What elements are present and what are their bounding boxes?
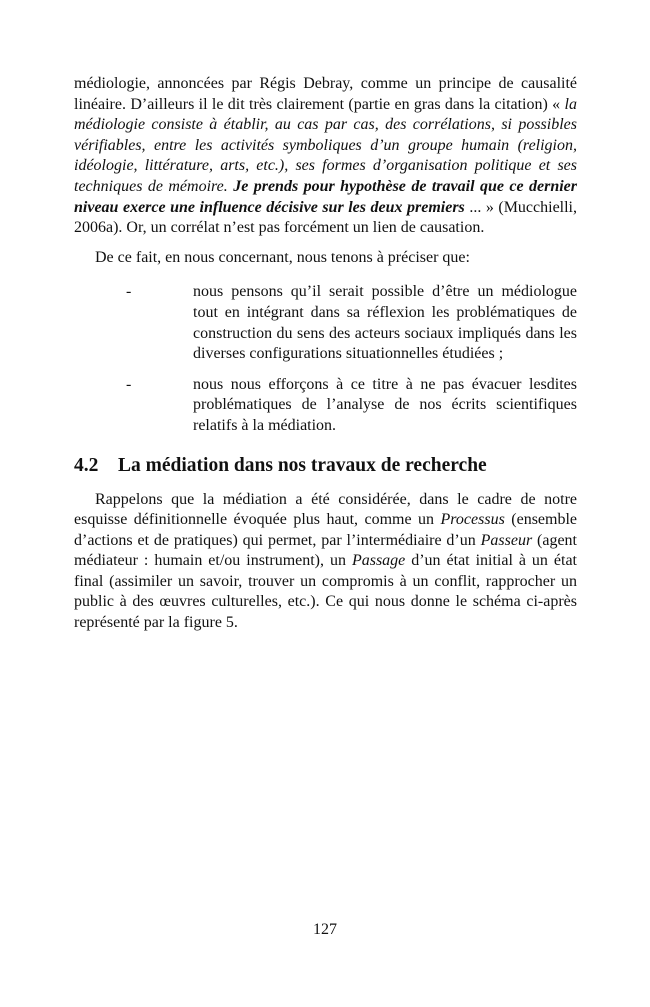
term-processus: Processus — [440, 511, 505, 529]
quotation-bold-italic: Je prends pour hypothèse de travail que ce dernier niveau exerce une influence décisive sur les deux premiers — [74, 177, 577, 216]
paragraph-mediologie-quote — [74, 74, 577, 239]
paragraph-mediation-definition — [74, 490, 577, 634]
quotation-italic: la médiologie consiste à établir, au cas par cas, des corrélations, si possibles vérifiables, entre les activités symboliques d’un groupe humain (religion, idéologie, littérature, arts, etc.), ses formes d’organisation politique et ses techniques de mémoire. — [74, 95, 577, 195]
list-item-text: nous nous efforçons à ce titre à ne pas évacuer lesdites problématiques de l’analyse de nos écrits scientifiques relatifs à la médiation. — [193, 375, 577, 434]
bullet-list — [74, 282, 577, 436]
paragraph-text: médiologie, annoncées par Régis Debray, comme un principe de causalité linéaire. D’ailleurs il le dit très clairement (partie en gras dans la citation) « — [74, 75, 577, 113]
list-item-text: nous pensons qu’il serait possible d’être un médiologue tout en intégrant dans sa réflexion les problématiques de construction du sens des acteurs sociaux impliqués dans les diverses configurations situationnelles étudiées ; — [193, 283, 577, 363]
term-passeur: Passeur — [480, 531, 533, 549]
term-passage: Passage — [351, 552, 406, 570]
section-heading — [74, 453, 577, 479]
paragraph-text: (ensemble d’actions et de pratiques) qui permet, par l’intermédiaire d’un — [74, 511, 578, 549]
page-number: 127 — [313, 921, 337, 938]
paragraph-text: (agent médiateur : humain et/ou instrument), un — [74, 531, 577, 570]
list-item — [74, 282, 577, 364]
list-item — [74, 375, 577, 437]
paragraph-intro-list: De ce fait, en nous concernant, nous tenons à préciser que: — [95, 248, 470, 266]
dash-marker-icon: - — [126, 375, 132, 393]
section-number: 4.2 — [74, 454, 99, 476]
page-body — [74, 74, 577, 634]
section-title: La médiation dans nos travaux de recherche — [118, 454, 487, 476]
dash-marker-icon: - — [126, 283, 132, 301]
paragraph-text: ... » (Mucchielli, 2006a). Or, un corrélat n’est pas forcément un lien de causation. — [74, 198, 578, 237]
paragraph-text: Rappelons que la médiation a été considérée, dans le cadre de notre esquisse définitionnelle évoquée plus haut, comme un — [74, 490, 577, 529]
paragraph-text: d’un état initial à un état final (assimiler un savoir, trouver un compromis à un conflit, rapprocher un public à des œuvres culturelles, etc.). Ce qui nous donne le schéma ci-après représenté par la figure 5. — [74, 552, 577, 632]
